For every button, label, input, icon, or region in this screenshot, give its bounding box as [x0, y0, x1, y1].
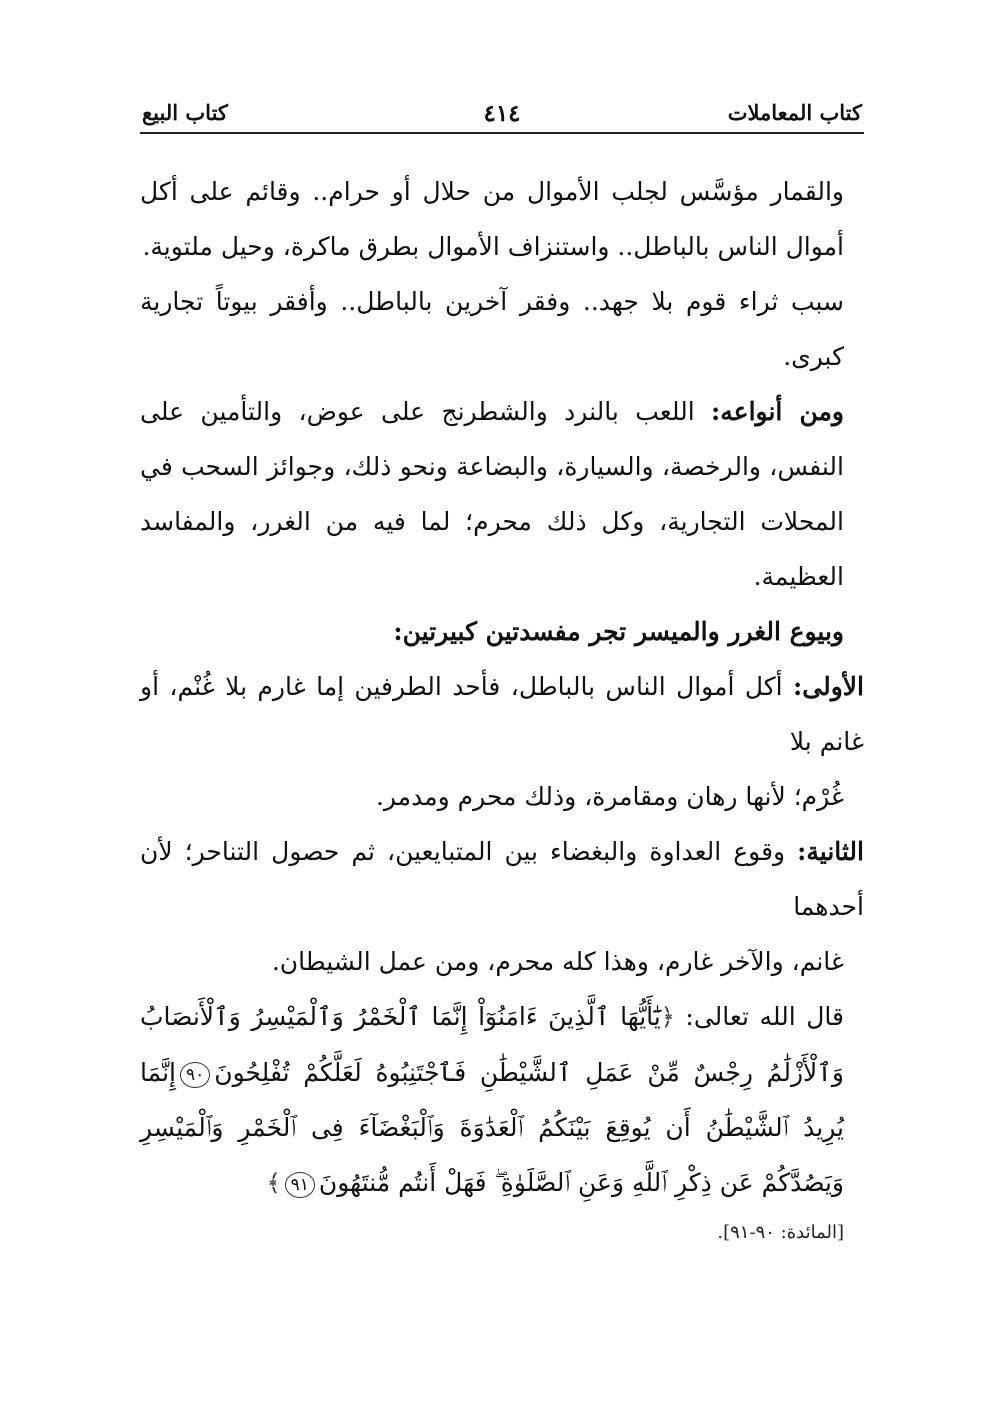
verse-citation: [المائدة: ٩٠-٩١]. — [717, 1222, 844, 1243]
header-chapter-title: كتاب البيع — [142, 100, 228, 125]
page-number: ٤١٤ — [483, 100, 521, 127]
paragraph-text: أكل أموال الناس بالباطل، فأحد الطرفين إما غارم بلا غُنْم، أو غانم بلا — [140, 672, 864, 756]
verse-text-90: يَٰٓأَيُّهَا ٱلَّذِينَ ءَامَنُوٓاْ إِنَّمَا ٱلْخَمْرُ وَٱلْمَيْسِرُ وَٱلْأَنصَابُ وَٱلْأَزْلَٰمُ رِجْسٌ مِّنْ عَمَلِ ٱلشَّيْطَٰنِ فَٱجْتَنِبُوهُ لَعَلَّكُمْ تُفْلِحُونَ — [140, 1002, 844, 1087]
paragraph-text: وقوع العداوة والبغضاء بين المتبايعين، ثم حصول التناحر؛ لأن أحدهما — [140, 837, 864, 921]
quran-quotation — [140, 989, 864, 1211]
verse-open-bracket: ﴿ — [660, 1003, 675, 1031]
paragraph-gambling-types — [140, 384, 864, 604]
paragraph-continuation: غُرْم؛ لأنها رهان ومقامرة، وذلك محرم ومدمر. — [375, 782, 844, 811]
running-header — [140, 98, 864, 134]
paragraph-two-harms-heading: وبيوع الغرر والميسر تجر مفسدتين كبيرتين: — [393, 617, 844, 646]
paragraph-lead: الأولى: — [793, 672, 864, 701]
paragraph-gambling-effects: سبب ثراء قوم بلا جهد.. وفقر آخرين بالباطل.. وأفقر بيوتاً تجارية كبرى. — [140, 287, 844, 371]
paragraph-lead: الثانية: — [797, 837, 864, 866]
header-section-title: كتاب المعاملات — [727, 100, 862, 125]
paragraph-second-harm — [140, 824, 864, 989]
verse-intro: قال الله تعالى: — [674, 1002, 845, 1031]
paragraph-gambling-definition: والقمار مؤسَّس لجلب الأموال من حلال أو حرام.. وقائم على أكل أموال الناس بالباطل.. واستنزاف الأموال بطرق ماكرة، وحيل ملتوية. — [140, 177, 844, 261]
verse-close-bracket: ﴾ — [266, 1169, 281, 1197]
paragraph-first-harm — [140, 659, 864, 824]
paragraph-continuation: غانم، والآخر غارم، وهذا كله محرم، ومن عمل الشيطان. — [271, 947, 844, 976]
verse-text-91: إِنَّمَا يُرِيدُ ٱلشَّيْطَٰنُ أَن يُوقِعَ بَيْنَكُمُ ٱلْعَدَٰوَةَ وَٱلْبَغْضَآءَ فِى ٱلْخَمْرِ وَٱلْمَيْسِرِ وَيَصُدَّكُمْ عَن ذِكْرِ ٱللَّهِ وَعَنِ ٱلصَّلَوٰةِ ۖ فَهَلْ أَنتُم مُّنتَهُونَ — [140, 1058, 844, 1197]
ayah-number-marker: ٩٠ — [180, 1062, 210, 1088]
paragraph-lead: ومن أنواعه: — [711, 397, 844, 426]
paragraph-text: اللعب بالنرد والشطرنج على عوض، والتأمين على النفس، والرخصة، والسيارة، والبضاعة ونحو ذلك، وجوائز السحب في المحلات التجارية، وكل ذلك محرم؛ لما فيه من الغرر، والمفاسد العظيمة. — [140, 397, 844, 591]
ayah-number-marker: ٩١ — [285, 1172, 315, 1198]
page-body — [140, 164, 864, 1255]
